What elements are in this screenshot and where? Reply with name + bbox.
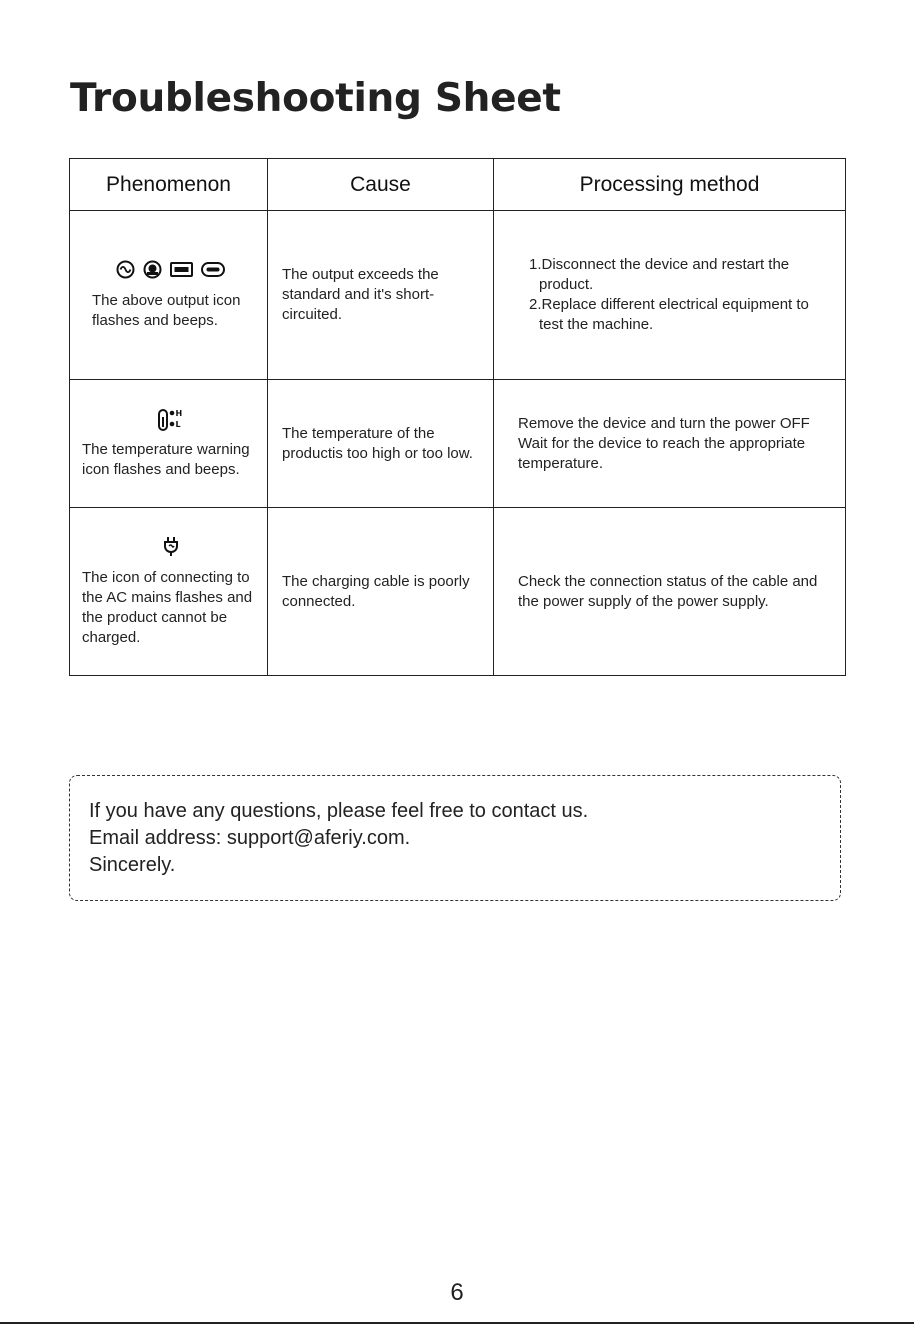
contact-email: Email address: support@aferiy.com. <box>89 827 411 849</box>
contact-signoff: Sincerely. <box>89 854 176 876</box>
page-number: 6 <box>450 1279 464 1306</box>
usb-a-output-icon <box>170 262 193 277</box>
temperature-icons <box>82 408 259 434</box>
ac-output-icon <box>116 260 135 279</box>
phenomenon-cell <box>70 380 268 508</box>
cause-cell: The temperature of the productis too high or too low. <box>268 380 494 508</box>
method-steps <box>518 255 833 335</box>
phenomenon-cell <box>70 211 268 380</box>
car-output-icon <box>143 260 162 279</box>
method-line: Wait for the device to reach the appropriate temperature. <box>518 434 806 472</box>
table-header-row <box>70 159 846 211</box>
page-title: Troubleshooting Sheet <box>70 76 561 121</box>
phenomenon-cell <box>70 508 268 676</box>
temperature-low-label: L <box>175 419 181 429</box>
temperature-warning-icon <box>157 408 185 432</box>
phenomenon-text: The above output icon flashes and beeps. <box>92 292 241 329</box>
ac-mains-icons <box>82 536 259 562</box>
temperature-high-label: H <box>175 408 182 418</box>
method-cell: Check the connection status of the cable and the power supply of the power supply. <box>494 508 846 676</box>
header-cause: Cause <box>268 159 494 211</box>
header-phenomenon: Phenomenon <box>70 159 268 211</box>
usb-c-output-icon <box>201 262 225 277</box>
contact-message: If you have any questions, please feel free to contact us. <box>89 800 589 822</box>
method-step: 2.Replace different electrical equipment to test the machine. <box>529 296 809 333</box>
output-icons <box>82 259 259 285</box>
phenomenon-text: The temperature warning icon flashes and beeps. <box>82 440 250 478</box>
table-row <box>70 211 846 380</box>
method-line: Remove the device and turn the power OFF <box>518 414 810 432</box>
header-processing-method: Processing method <box>494 159 846 211</box>
cause-cell: The output exceeds the standard and it's short-circuited. <box>268 211 494 380</box>
table-row <box>70 380 846 508</box>
method-step: 1.Disconnect the device and restart the product. <box>529 256 790 293</box>
cause-cell: The charging cable is poorly connected. <box>268 508 494 676</box>
method-cell <box>494 211 846 380</box>
table-row <box>70 508 846 676</box>
troubleshooting-table <box>69 158 846 676</box>
method-cell <box>494 380 846 508</box>
ac-mains-plug-icon <box>162 536 180 556</box>
phenomenon-text: The icon of connecting to the AC mains flashes and the product cannot be charged. <box>82 568 253 646</box>
contact-box <box>69 775 841 901</box>
